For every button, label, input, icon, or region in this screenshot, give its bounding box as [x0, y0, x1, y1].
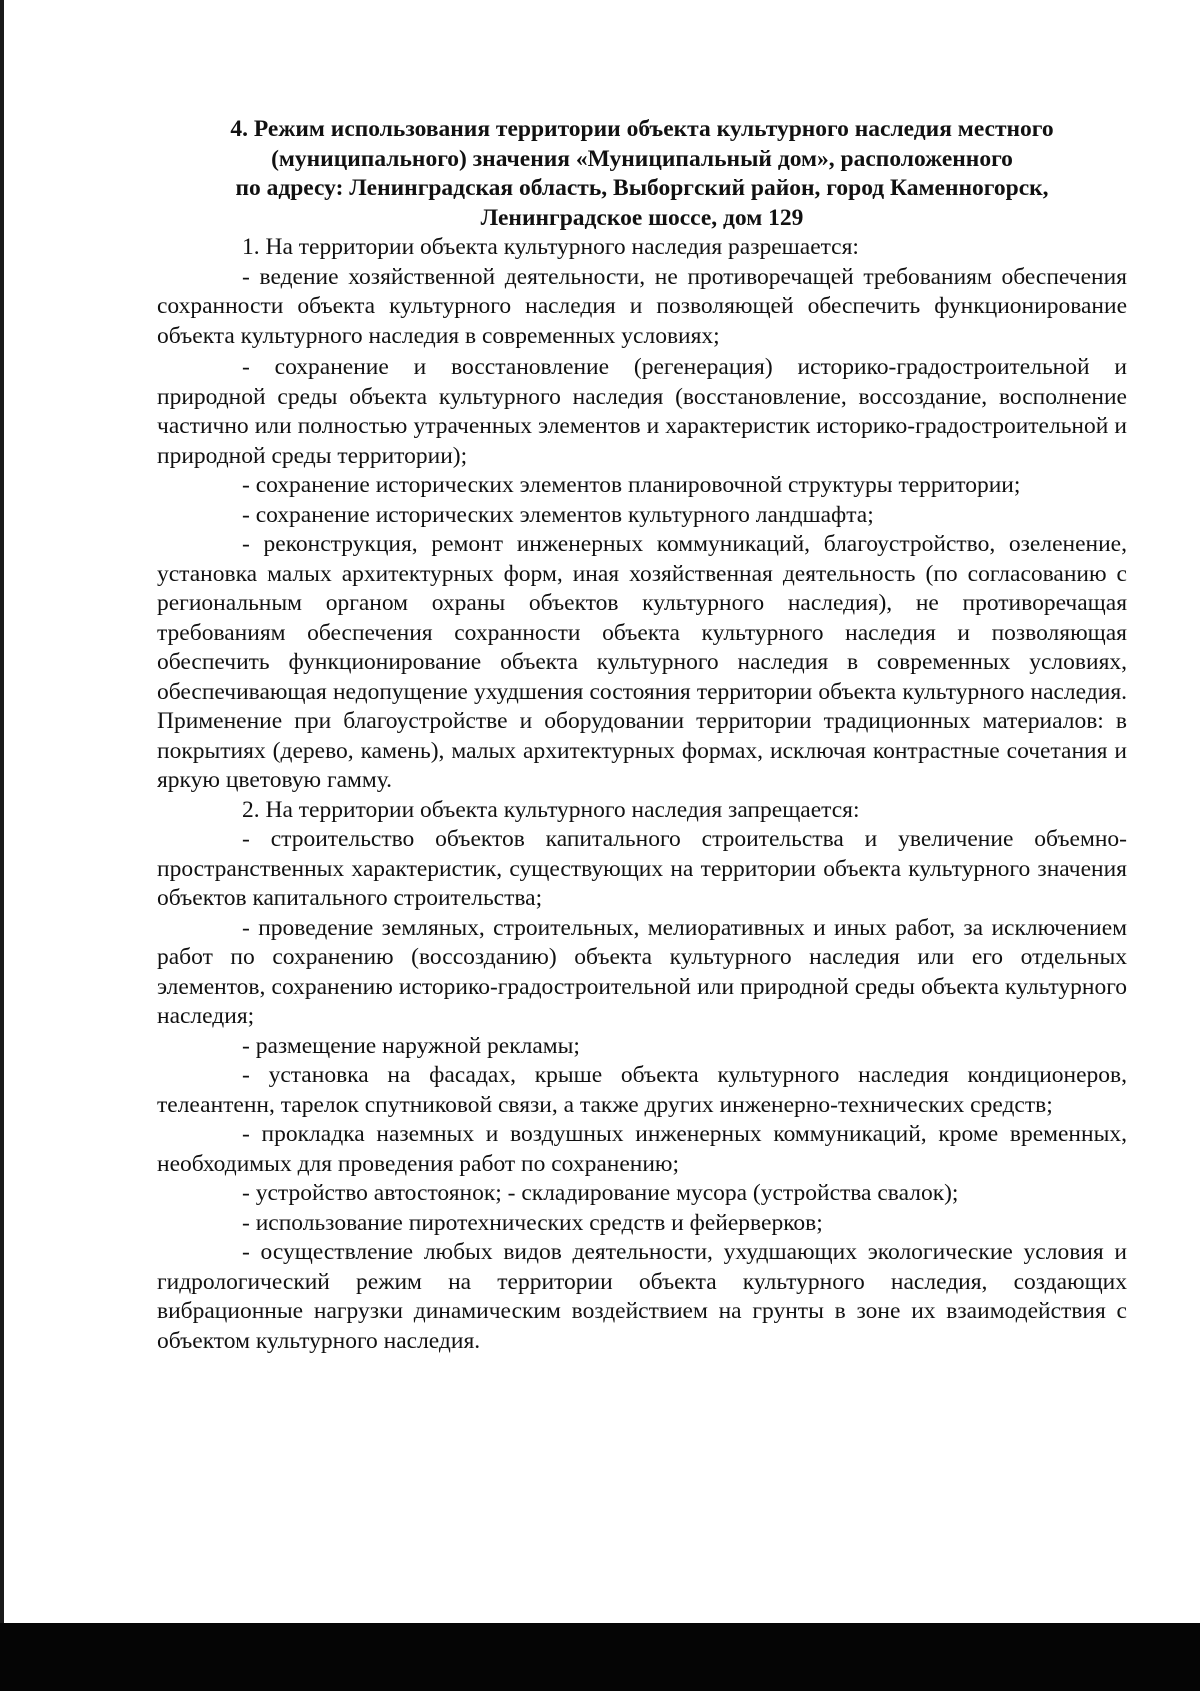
- scan-bottom-band: [0, 1623, 1200, 1691]
- document-page: [157, 115, 1127, 1356]
- clause-item: - осуществление любых видов деятельности, ухудшающих экологические условия и гидрологический режим на территории объекта культурного наследия, создающих вибрационные нагрузки динамическим воздействием на грунты в зоне их взаимодействия с объектом культурного наследия.: [157, 1239, 1127, 1354]
- clause-prohibited-heading: 2. На территории объекта культурного наследия запрещается:: [242, 796, 860, 823]
- clause-item: - сохранение исторических элементов планировочной структуры территории;: [242, 472, 1021, 498]
- clause-item: - проведение земляных, строительных, мелиоративных и иных работ, за исключением работ по сохранению (воссозданию) объекта культурного наследия или его отдельных элементов, сохранению историко-градостроительной или природной среды объекта культурного наследия;: [157, 914, 1127, 1029]
- clause-item: - ведение хозяйственной деятельности, не противоречащей требованиям обеспечения сохранности объекта культурного наследия и позволяющей обеспечить функционирование объекта культурного наследия в современных условиях;: [157, 263, 1127, 349]
- clause-item: - сохранение исторических элементов культурного ландшафта;: [242, 501, 874, 528]
- clause-item: - строительство объектов капитального строительства и увеличение объемно-пространственных характеристик, существующих на территории объекта культурного значения объектов капитального строительства;: [157, 826, 1127, 911]
- clause-item: - установка на фасадах, крыше объекта культурного наследия кондиционеров, телеантенн, тарелок спутниковой связи, а также других инженерно-технических средств;: [157, 1062, 1127, 1118]
- title-line: (муниципального) значения «Муниципальный дом», расположенного: [271, 145, 1013, 172]
- clause-item: - размещение наружной рекламы;: [242, 1032, 580, 1059]
- title-line: Ленинградское шоссе, дом 129: [480, 204, 804, 231]
- clause-item: - использование пиротехнических средств и фейерверков;: [242, 1209, 823, 1236]
- clause-item: - прокладка наземных и воздушных инженерных коммуникаций, кроме временных, необходимых для проведения работ по сохранению;: [157, 1121, 1127, 1177]
- clause-item: - устройство автостоянок; - складирование мусора (устройства свалок);: [242, 1180, 959, 1206]
- section-title: [157, 115, 1127, 233]
- scan-left-edge: [0, 0, 4, 1691]
- clause-item: - сохранение и восстановление (регенерация) историко-градостроительной и природной среды объекта культурного наследия (восстановление, воссоздание, восполнение частично или полностью утраченных элементов и характеристик историко-градостроительной и природной среды территории);: [157, 354, 1127, 469]
- clause-item: - реконструкция, ремонт инженерных коммуникаций, благоустройство, озеленение, установка малых архитектурных форм, иная хозяйственная деятельность (по согласованию с региональным органом охраны объектов культурного наследия), не противоречащая требованиям обеспечения сохранности объекта культурного наследия и позволяющая обеспечить функционирование объекта культурного наследия в современных условиях, обеспечивающая недопущение ухудшения состояния территории объекта культурного наследия. Применение при благоустройстве и оборудовании территории традиционных материалов: в покрытиях (дерево, камень), малых архитектурных формах, исключая контрастные сочетания и яркую цветовую гамму.: [157, 531, 1127, 793]
- title-line: по адресу: Ленинградская область, Выборгский район, город Каменногорск,: [235, 175, 1049, 201]
- title-line: 4. Режим использования территории объекта культурного наследия местного: [230, 116, 1054, 142]
- clause-permitted-heading: 1. На территории объекта культурного наследия разрешается:: [242, 234, 859, 260]
